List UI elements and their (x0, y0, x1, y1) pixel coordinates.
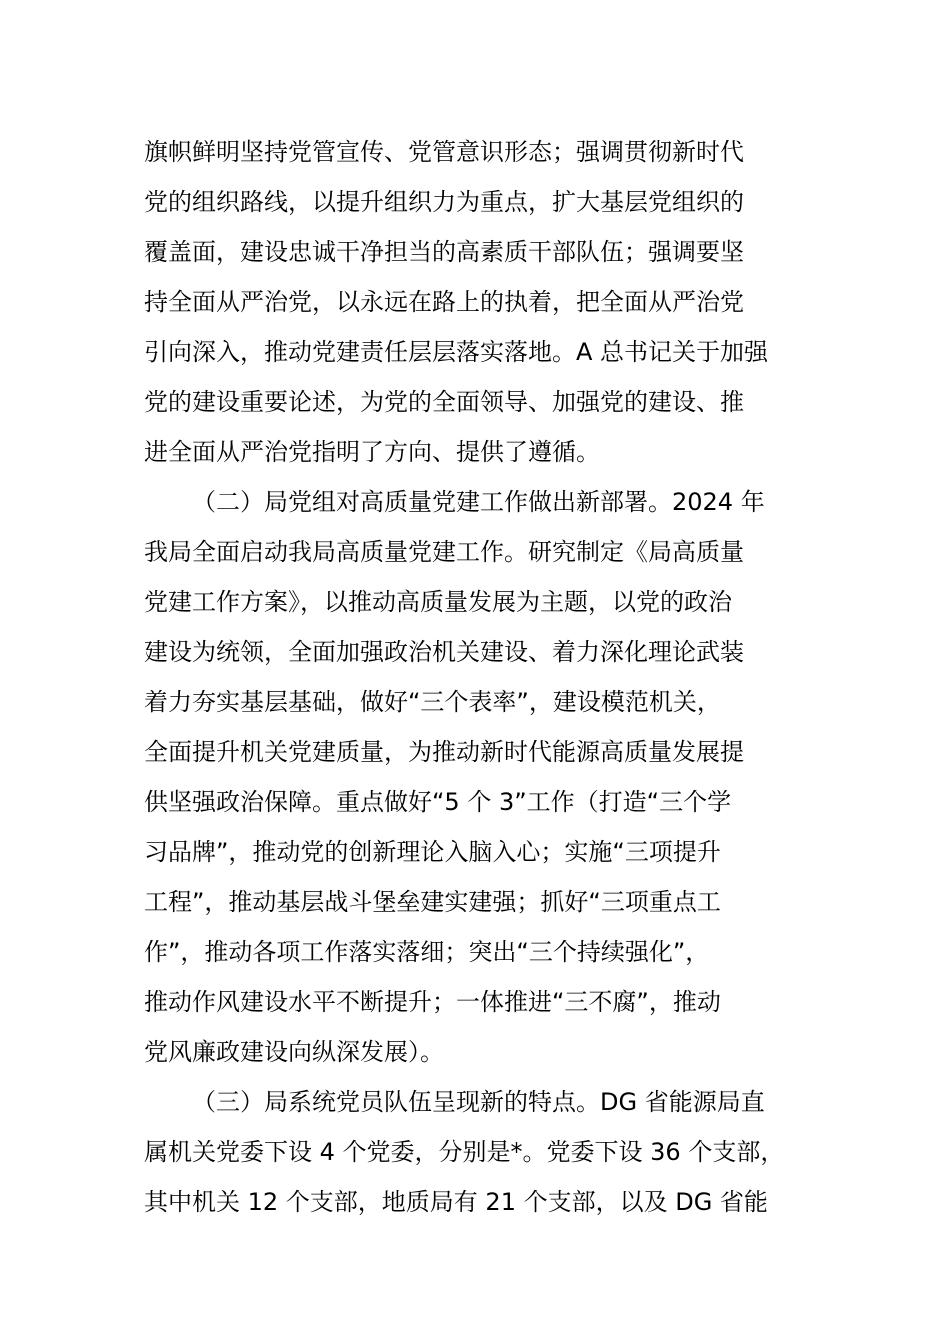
section-heading-line: （二）局党组对高质量党建工作做出新部署。2024 年 (192, 488, 765, 516)
body-line: 旗帜鲜明坚持党管宣传、党管意识形态；强调贯彻新时代 (144, 138, 744, 166)
body-line: 推动作风建设水平不断提升；一体推进“三不腐”，推动 (144, 988, 721, 1016)
body-line: 其中机关 12 个支部，地质局有 21 个支部，以及 DG 省能 (144, 1188, 768, 1216)
body-line: 我局全面启动我局高质量党建工作。研究制定《局高质量 (144, 538, 744, 566)
section-heading-line: （三）局系统党员队伍呈现新的特点。DG 省能源局直 (192, 1088, 765, 1116)
document-body (144, 127, 809, 1227)
body-line: 党风廉政建设向纵深发展）。 (144, 1038, 444, 1066)
body-line: 党的组织路线，以提升组织力为重点，扩大基层党组织的 (144, 188, 744, 216)
body-line: 覆盖面，建设忠诚干净担当的高素质干部队伍；强调要坚 (144, 238, 744, 266)
body-line: 全面提升机关党建质量，为推动新时代能源高质量发展提 (144, 738, 744, 766)
body-line: 供坚强政治保障。重点做好“5 个 3”工作（打造“三个学 (144, 788, 732, 816)
body-line: 习品牌”，推动党的创新理论入脑入心；实施“三项提升 (144, 838, 721, 866)
body-line: 引向深入，推动党建责任层层落实落地。A 总书记关于加强 (144, 338, 769, 366)
body-line: 建设为统领，全面加强政治机关建设、着力深化理论武装 (144, 638, 744, 666)
body-line: 工程”，推动基层战斗堡垒建实建强；抓好“三项重点工 (144, 888, 721, 916)
body-line: 属机关党委下设 4 个党委，分别是*。党委下设 36 个支部， (144, 1138, 785, 1166)
body-line: 持全面从严治党，以永远在路上的执着，把全面从严治党 (144, 288, 744, 316)
body-line: 进全面从严治党指明了方向、提供了遵循。 (144, 438, 600, 466)
body-line: 作”，推动各项工作落实落细；突出“三个持续强化”， (144, 938, 710, 966)
body-line: 党的建设重要论述，为党的全面领导、加强党的建设、推 (144, 388, 744, 416)
body-line: 着力夯实基层基础，做好“三个表率”，建设模范机关， (144, 688, 721, 716)
body-line: 党建工作方案》，以推动高质量发展为主题，以党的政治 (144, 588, 732, 616)
